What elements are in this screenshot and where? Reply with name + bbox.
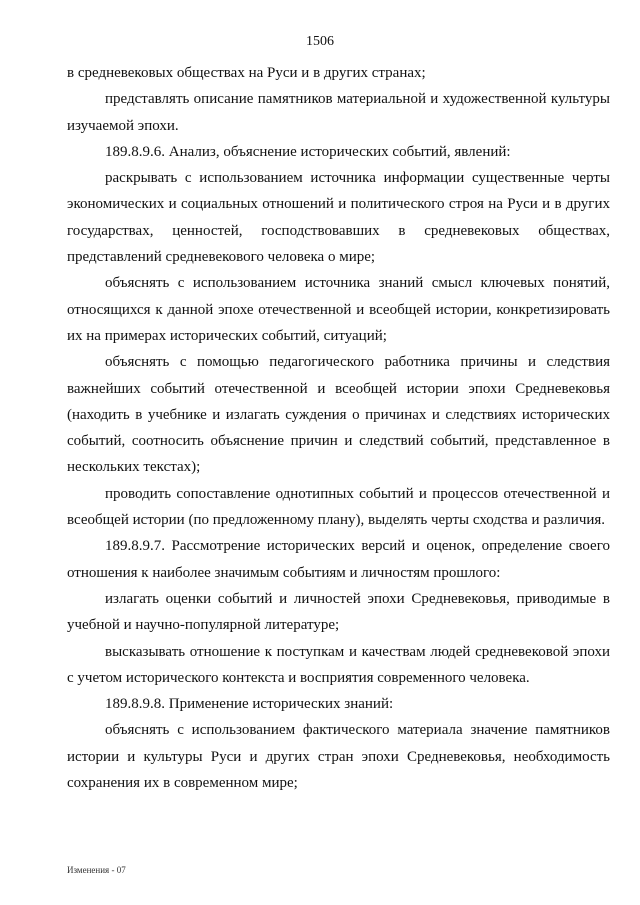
section-heading-189-8-9-7: 189.8.9.7. Рассмотрение исторических версий и оценок, определение своего отношения к наиболее значимым событиям и личностям прошлого: bbox=[67, 538, 610, 581]
paragraph-explain-causes: объяснять с помощью педагогического работника причины и следствия важнейших событий отечественной и всеобщей истории эпохи Средневековья (находить в учебнике и излагать суждения о причинах и следствиях исторических событий, соотносить объяснение причин и следствий событий, представленное в нескольких текстах); bbox=[67, 354, 610, 476]
section-heading-189-8-9-8: 189.8.9.8. Применение исторических знаний: bbox=[105, 696, 394, 713]
paragraph-express-attitude: высказывать отношение к поступкам и качествам людей средневековой эпохи с учетом исторического контекста и восприятия современного человека. bbox=[67, 643, 610, 686]
paragraph-continuation: в средневековых обществах на Руси и в других странах; bbox=[67, 65, 426, 81]
paragraph-compare-events: проводить сопоставление однотипных событий и процессов отечественной и всеобщей истории (по предложенному плану), выделять черты сходства и различия. bbox=[67, 485, 610, 529]
document-body bbox=[67, 60, 610, 796]
page-number: 1506 bbox=[306, 34, 334, 49]
paragraph-explain-concepts: объяснять с использованием источника знаний смысл ключевых понятий, относящихся к данной эпохе отечественной и всеобщей истории, конкретизировать их на примерах исторических событий, ситуаций; bbox=[67, 275, 610, 344]
paragraph-explain-monuments: объяснять с использованием фактического материала значение памятников истории и культуры Руси и других стран эпохи Средневековья, необходимость сохранения их в современном мире; bbox=[67, 722, 610, 792]
footer-revision-note: Изменения - 07 bbox=[67, 865, 126, 875]
paragraph-reveal-features: раскрывать с использованием источника информации существенные черты экономических и социальных отношений и политического строя на Руси и в других государствах, ценностей, господствовавших в средневековых обществах, представлений средневекового человека о мире; bbox=[67, 170, 610, 266]
paragraph-culture-description: представлять описание памятников материальной и художественной культуры изучаемой эпохи. bbox=[67, 91, 610, 134]
paragraph-present-assessments: излагать оценки событий и личностей эпохи Средневековья, приводимые в учебной и научно-популярной литературе; bbox=[67, 590, 610, 634]
section-heading-189-8-9-6: 189.8.9.6. Анализ, объяснение исторических событий, явлений: bbox=[105, 143, 511, 160]
